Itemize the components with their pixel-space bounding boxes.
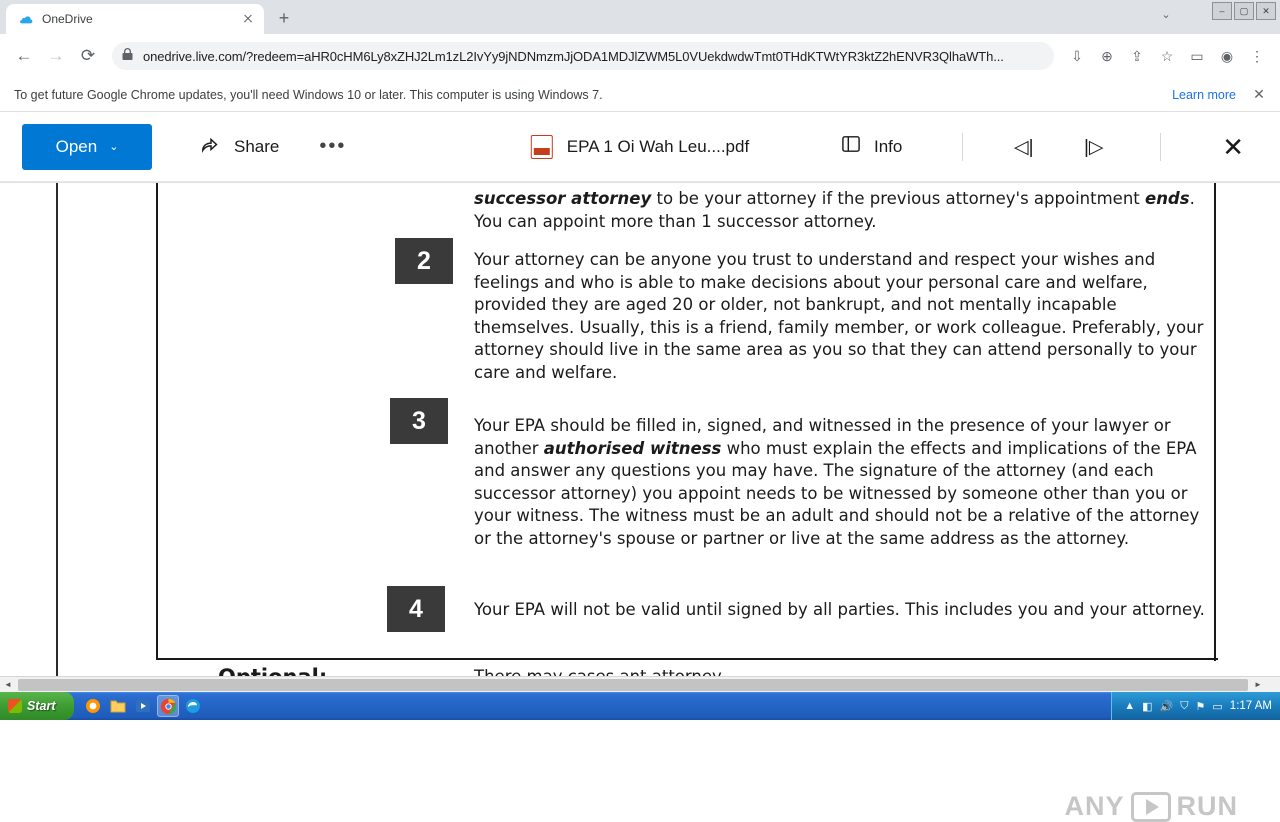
toolbar-divider-1 [962,133,963,161]
window-controls [1212,2,1276,20]
network-icon[interactable]: ◧ [1142,700,1153,713]
battery-icon[interactable]: ▭ [1212,700,1223,713]
paragraph-1-bold-mid: ends [1145,189,1190,208]
paragraph-1 [474,188,1219,233]
address-bar[interactable] [112,42,1054,70]
scroll-left-arrow-icon[interactable]: ◄ [4,680,12,689]
folder-icon[interactable] [107,695,129,717]
infobar-close-icon[interactable]: ✕ [1253,86,1265,102]
media-player-icon[interactable] [132,695,154,717]
paragraph-1-lead-bold: successor attorney [474,189,652,208]
new-tab-button[interactable]: + [278,8,290,28]
onedrive-viewer-toolbar [0,112,1280,182]
bookmark-star-icon[interactable]: ☆ [1160,47,1174,64]
pdf-page [56,183,1216,676]
browser-menu-icon[interactable]: ⋮ [1250,47,1264,64]
shield-icon[interactable]: ⛉ [1180,699,1189,712]
reload-button[interactable]: ⟳ [80,46,96,65]
page-horizontal-rule [156,658,1218,660]
share-button-label: Share [234,136,280,156]
anyrun-watermark [1064,791,1238,822]
tab-close-icon[interactable] [240,11,256,27]
scrollbar-thumb[interactable] [18,679,1248,691]
paragraph-3-bold: authorised witness [543,438,722,458]
firefox-icon[interactable] [82,695,104,717]
step-number-badge: 3 [390,398,448,444]
info-panel-icon [840,135,862,158]
lock-icon [122,48,133,64]
windows-taskbar [0,692,1280,720]
open-button-label: Open [55,136,98,156]
flag-icon[interactable]: ⚑ [1195,700,1206,713]
onedrive-cloud-icon [18,11,34,27]
watermark-right-text: RUN [1176,791,1238,821]
document-file-name: EPA 1 Oi Wah Leu....pdf [566,136,750,156]
close-window-button[interactable]: ✕ [1256,2,1276,20]
install-app-icon[interactable]: ⇩ [1071,47,1083,64]
paragraph-1-text-after-lead: to be your attorney if the previous attorney's appointment [651,189,1145,208]
open-button[interactable] [22,124,152,170]
tab-strip [0,0,1280,34]
paragraph-3-part1: Your EPA should be filled in, signed, and witnessed in the presence of your lawyer or another [474,416,1171,458]
tab-search-chevron-down-icon[interactable]: ⌄ [1161,9,1171,21]
forward-button[interactable]: → [47,46,65,65]
side-panel-icon[interactable]: ▭ [1190,47,1204,64]
document-title [531,135,749,159]
paragraph-2: Your attorney can be anyone you trust to understand and respect your wishes and feelings and who is able to make decisions about your personal care and welfare, provided they are aged 20 or older, not bankrupt, and not mentally incapable themselves. Usually, this is a friend, family member, or work colleague. Preferably, your attorney should live in the same area as you so that they can attend personally to your care and welfare. [474,250,1204,382]
edge-icon[interactable] [182,695,204,717]
start-button[interactable] [0,692,74,720]
profile-avatar-icon[interactable]: ◉ [1220,47,1234,64]
start-button-label: Start [27,699,56,713]
scroll-right-arrow-icon[interactable]: ► [1254,680,1262,689]
play-icon [1131,792,1171,822]
pdf-file-icon [531,135,553,159]
paragraph-3 [474,415,1219,551]
step-number-badge: 4 [387,586,445,632]
chrome-icon[interactable] [157,695,179,717]
paragraph-4: Your EPA will not be valid until signed by all parties. This includes you and your attorney. [474,600,1205,619]
minimize-button[interactable]: – [1212,2,1232,20]
info-button-label: Info [874,136,903,156]
system-tray [1111,692,1280,720]
next-page-button[interactable]: |▷ [1084,137,1104,158]
paragraph-3-part2: who must explain the effects and implications of the EPA and answer any questions you may have. The signature of the attorney (and each successor attorney) you appoint needs to be witnessed by someone other than you or your witness. The witness must be an adult and should not be a relative of the attorney or the attorney's spouse or partner or live at the same address as the attorney. [474,438,1200,548]
toolbar-divider-2 [1160,133,1161,161]
close-viewer-button[interactable]: ✕ [1222,132,1244,162]
previous-page-button[interactable]: ◁| [1014,137,1034,158]
maximize-button[interactable]: ▢ [1234,2,1254,20]
horizontal-scrollbar[interactable] [0,676,1280,692]
browser-tab-onedrive[interactable] [6,4,264,34]
update-infobar [0,78,1280,112]
taskbar-clock[interactable]: 1:17 AM [1229,700,1272,712]
back-button[interactable]: ← [15,46,33,65]
info-button[interactable] [840,135,902,158]
step-number-badge: 2 [395,238,453,284]
zoom-icon[interactable]: ⊕ [1101,47,1113,64]
share-icon[interactable]: ⇪ [1131,47,1143,64]
url-text: onedrive.live.com/?redeem=aHR0cHM6Ly8xZHJ2Lm1zL2IvYy9jNDNmzmJjODA1MDJlZWM5L0VUekdwdwTmt0THdKTWtYR3ktZ2hENVR3QlhaWTh... [143,48,1004,64]
volume-icon[interactable]: 🔊 [1159,700,1174,713]
share-button[interactable] [200,133,279,160]
quick-launch-bar [82,695,204,717]
more-commands-button[interactable]: ••• [319,135,347,157]
learn-more-link[interactable]: Learn more [1172,87,1236,102]
infobar-message: To get future Google Chrome updates, you'll need Windows 10 or later. This computer is using Windows 7. [14,87,603,102]
watermark-left-text: ANY [1064,791,1125,821]
paragraph-1-text-end: . You can appoint more than 1 successor attorney. [474,189,1195,231]
chevron-down-icon: ⌄ [109,141,119,153]
windows-flag-icon [8,699,22,713]
browser-toolbar [0,34,1280,78]
share-arrow-icon [200,133,222,160]
page-vertical-rule [156,183,158,659]
show-hidden-icons-icon[interactable]: ▲ [1124,700,1136,712]
tab-title: OneDrive [42,12,93,26]
